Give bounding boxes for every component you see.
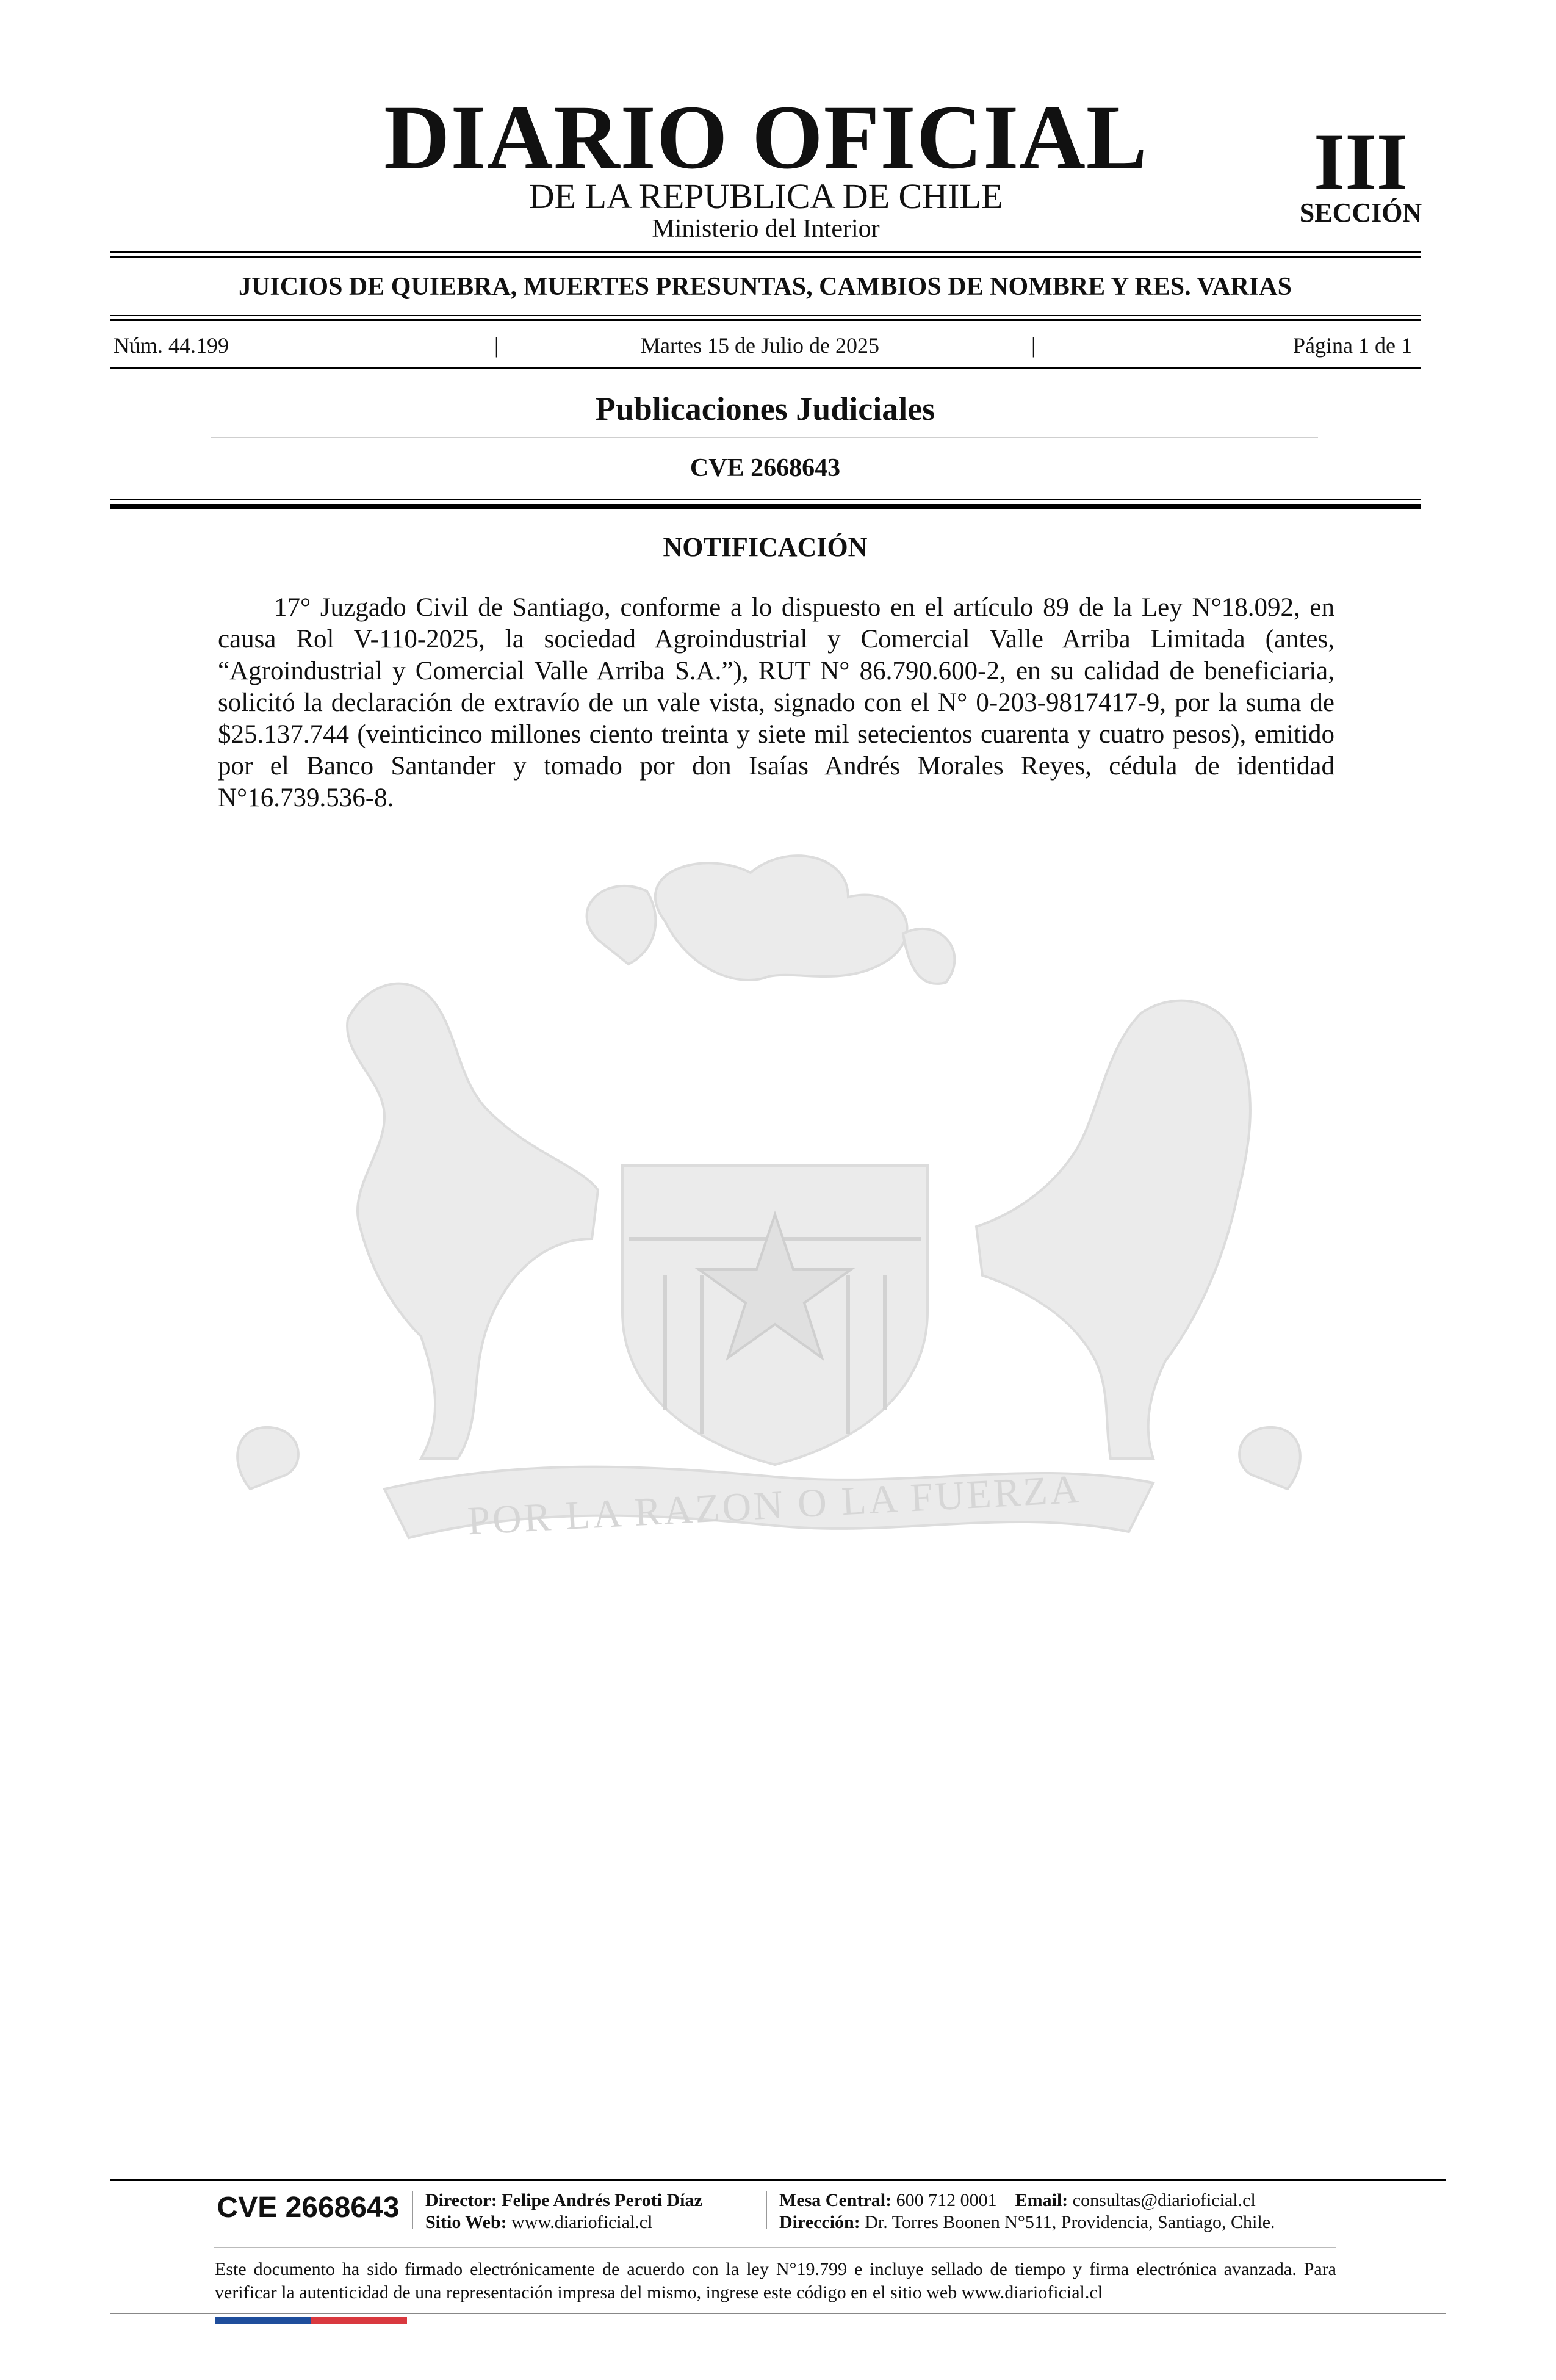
masthead-title: DIARIO OFICIAL: [384, 87, 1148, 188]
notice-rule: [110, 504, 1421, 509]
footer-legal-notice: Este documento ha sido firmado electrónicamente de acuerdo con la ley N°19.799 e incluye sellado de tiempo y firma electrónica avanzada. Para verificar la autenticidad de una representación impresa del mismo, ingrese este código en el sitio web www.diarioficial.cl: [215, 2259, 1336, 2302]
masthead-subtitle: DE LA REPUBLICA DE CHILE: [528, 176, 1003, 216]
address-value: Dr. Torres Boonen N°511, Providencia, Santiago, Chile.: [865, 2212, 1275, 2232]
category-rule: [110, 315, 1421, 316]
masthead-ministry: Ministerio del Interior: [652, 215, 880, 243]
watermark-motto: POR LA RAZON O LA FUERZA: [466, 1466, 1083, 1544]
footer-bottom-rule: [110, 2313, 1446, 2314]
notice-title: NOTIFICACIÓN: [663, 532, 868, 562]
issue-separator: |: [1031, 333, 1036, 358]
footer-rule: [110, 2179, 1446, 2181]
header-rule: [110, 256, 1421, 258]
footer-cve-code: CVE 2668643: [217, 2191, 400, 2224]
issue-separator: |: [494, 333, 499, 358]
flag-stripe-blue: [215, 2317, 311, 2324]
issue-rule: [110, 367, 1421, 369]
category-title: JUICIOS DE QUIEBRA, MUERTES PRESUNTAS, CAMBIOS DE NOMBRE Y RES. VARIAS: [239, 273, 1292, 301]
issue-number: Núm. 44.199: [113, 333, 229, 358]
director-name: Felipe Andrés Peroti Díaz: [502, 2190, 702, 2210]
notice-rule: [110, 499, 1421, 500]
email-link[interactable]: consultas@diarioficial.cl: [1072, 2190, 1256, 2210]
category-rule: [110, 319, 1421, 321]
footer-divider-line: [214, 2247, 1336, 2248]
footer-divider: [412, 2191, 413, 2229]
section-number: III: [1313, 117, 1408, 206]
footer-website: [425, 2212, 652, 2234]
header-rule: [110, 251, 1421, 253]
issue-page: Página 1 de 1: [1293, 333, 1412, 358]
flag-stripe-red: [311, 2317, 407, 2324]
heading-divider: [211, 437, 1318, 438]
mesa-label: Mesa Central:: [779, 2190, 892, 2210]
coat-of-arms-icon: [201, 848, 1336, 1666]
website-link[interactable]: www.diarioficial.cl: [511, 2212, 653, 2232]
website-label: Sitio Web:: [425, 2212, 507, 2232]
footer-divider: [766, 2191, 767, 2229]
cve-code: CVE 2668643: [690, 454, 841, 482]
mesa-phone: 600 712 0001: [896, 2190, 997, 2210]
footer-director: [425, 2190, 702, 2212]
footer-contact: [779, 2190, 1256, 2212]
director-label: Director:: [425, 2190, 497, 2210]
issue-date: Martes 15 de Julio de 2025: [641, 333, 879, 358]
section-label: SECCIÓN: [1299, 198, 1422, 228]
publication-heading: Publicaciones Judiciales: [595, 391, 935, 427]
address-label: Dirección:: [779, 2212, 860, 2232]
notice-body: 17° Juzgado Civil de Santiago, conforme a lo dispuesto en el artículo 89 de la Ley N°18.092, en causa Rol V-110-2025, la sociedad Agroindustrial y Comercial Valle Arriba Limitada (antes, “Agroindustrial y Comercial Valle Arriba S.A.”), RUT N° 86.790.600-2, en su calidad de beneficiaria, solicitó la declaración de extravío de un vale vista, signado con el N° 0-203-9817417-9, por la suma de $25.137.744 (veinticinco millones ciento treinta y siete mil setecientos cuarenta y cuatro pesos), emitido por el Banco Santander y tomado por don Isaías Andrés Morales Reyes, cédula de identidad N°16.739.536-8.: [218, 593, 1334, 812]
email-label: Email:: [1015, 2190, 1068, 2210]
footer-address: [779, 2212, 1275, 2234]
